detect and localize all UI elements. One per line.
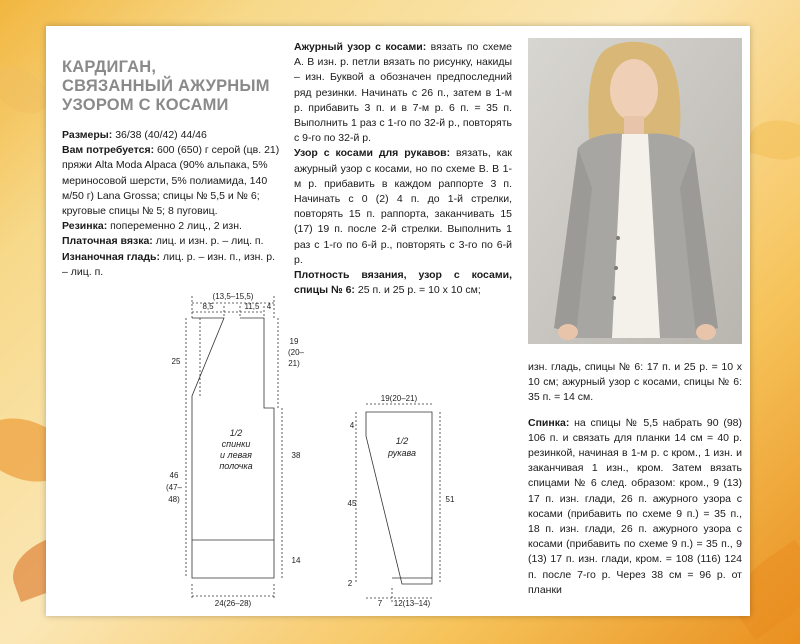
body-top-left: 8,5	[202, 302, 214, 311]
sizes-paragraph: Размеры: 36/38 (40/42) 44/46	[62, 129, 207, 141]
garter-paragraph: Платочная вязка: лиц. и изн. р. – лиц. п.	[62, 235, 264, 248]
body-neck-depth: 25	[171, 357, 181, 366]
sleeve-label-2: рукава	[388, 448, 416, 458]
instructions-column	[528, 360, 742, 598]
rib-paragraph: Резинка: попеременно 2 лиц., 2 изн.	[62, 220, 242, 233]
sleeve-total: 51	[445, 495, 455, 504]
density-paragraph: Плотность вязания, узор с косами, спицы № 6: 25 п. и 25 р. = 10 х 10 см;	[294, 269, 512, 297]
armhole-a: 19	[289, 337, 299, 346]
body-total-b: (47–	[165, 483, 183, 492]
model-photo-illustration	[528, 38, 742, 344]
reverse-stockinette-paragraph: Изнаночная гладь: лиц. р. – изн. п., изн. р. – лиц. п.	[62, 250, 276, 278]
sleeve-label-1: 1/2	[395, 436, 409, 446]
materials-paragraph: Вам потребуется: 600 (650) г серой (цв. 21) пряжи Alta Moda Alpaca (90% альпака, 5% мериносовой шерсти, 5% полиамида, 140 м/50 г) Lana Grossa; спицы № 5,5 и № 6; круговые спицы № 5; 8 пуговиц.	[62, 144, 280, 218]
sleeve-bottom-left: 7	[377, 599, 383, 608]
density-continued-paragraph: изн. гладь, спицы № 6: 17 п. и 25 р. = 10 х 10 см; ажурный узор с косами, спицы № 6: 35 п. = 14 см.	[528, 361, 742, 404]
body-label-3: и левая	[220, 450, 252, 460]
pattern-column	[294, 40, 512, 298]
body-label-1: 1/2	[229, 428, 243, 438]
sleeve-top-width: 19(20–21)	[380, 394, 418, 403]
body-label-2: спинки	[221, 439, 251, 449]
autumn-leaf-decoration	[746, 113, 800, 167]
materials-column	[62, 128, 280, 280]
body-side-length: 38	[291, 451, 301, 460]
sleeve-pattern-paragraph: Узор с косами для рукавов: вязать, как ажурный узор с косами, но по схеме В. В 1-м р. прибавить в каждом раппорте 3 п. Начинать с 0 (2) 4 п. до 1-й стрелки, повторять 15 п. раппорта, заканчивать 15 (17) 19 п. после 2-й стрелки. Выполнить 1 раз с 1-го по 6-й р., повторять с 3-го по 6-й р.	[294, 147, 513, 266]
armhole-b: (20–	[287, 348, 305, 357]
body-total-a: 46	[169, 471, 179, 480]
body-bottom-width: 24(26–28)	[214, 599, 252, 608]
body-label-4: полочка	[219, 461, 253, 471]
model-photo	[528, 38, 742, 344]
body-top-total: (13,5–15,5)	[212, 292, 254, 301]
sleeve-cuff: 2	[347, 579, 353, 588]
pattern-schematic	[156, 288, 516, 614]
lace-pattern-paragraph: Ажурный узор с косами: вязать по схеме А. В изн. р. петли вязать по рисунку, накиды – изн. Буквой а обозначен предпоследний ряд резинки. Начинать с 26 п., затем в 1-м р. прибавить 3 п. и в 7-м р. 6 п. = 35 п. Выполнить 1 раз с 1-го по 32-й р., повторять с 9-го по 32-й р.	[294, 41, 512, 145]
sleeve-mid: 45	[347, 499, 357, 508]
magazine-page	[46, 26, 750, 616]
body-total-c: 48)	[168, 495, 180, 504]
page-title: КАРДИГАН, СВЯЗАННЫЙ АЖУРНЫМ УЗОРОМ С КОСАМИ	[62, 58, 270, 114]
body-top-mid: 11,5	[244, 302, 260, 311]
back-paragraph: Спинка: на спицы № 5,5 набрать 90 (98) 106 п. и связать для планки 14 см = 40 р. резинкой, начиная в 1-м р. с кром., 1 изн. и заканчивая 1 изн., кром. Затем вязать спицами № 6 след. образом: кром., 9 (13) 17 п. изн. глади, 26 п. ажурного узора с косами (прибавить по схеме 9 п.) = 35 п., 18 п. изн. глади, 26 п. ажурного узора с косами (прибавить по схеме 9 п.) = 35 п., 9 (13) 17 п. изн. глади, кром. = 108 (116) 124 п. после 7-го р. Через 38 см = 96 р. от планки	[528, 416, 742, 596]
body-rib-height: 14	[291, 556, 301, 565]
sleeve-bottom-width: 12(13–14)	[393, 599, 431, 608]
body-top-right: 4	[266, 302, 272, 311]
sleeve-cap: 4	[349, 421, 355, 430]
armhole-c: 21)	[288, 359, 300, 368]
